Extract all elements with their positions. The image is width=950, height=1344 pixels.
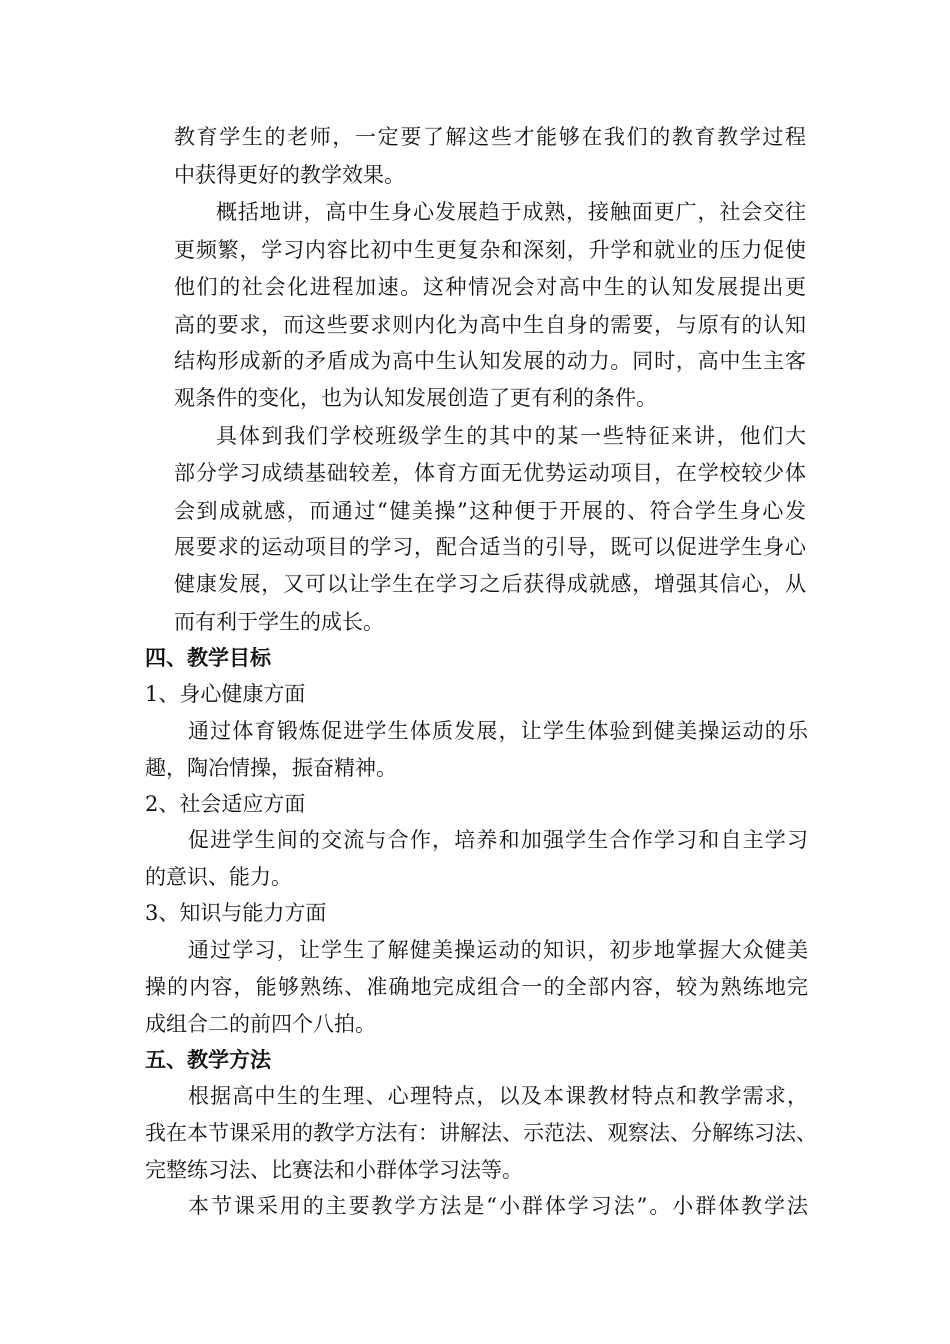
paragraph-line: 具体到我们学校班级学生的其中的某一些特征来讲，他们大 bbox=[216, 424, 806, 448]
paragraph-line: 概括地讲，高中生身心发展趋于成熟，接触面更广，社会交往 bbox=[216, 200, 806, 224]
subsection-heading: 2、社会适应方面 bbox=[145, 792, 306, 816]
paragraph-line: 展要求的运动项目的学习，配合适当的引导，既可以促进学生身心 bbox=[174, 535, 806, 559]
paragraph-line: 本节课采用的主要教学方法是“小群体学习法”。小群体教学法 bbox=[188, 1194, 808, 1218]
subsection-heading: 3、知识与能力方面 bbox=[145, 901, 327, 925]
paragraph-line: 趣，陶冶情操，振奋精神。 bbox=[145, 756, 397, 780]
paragraph-line: 根据高中生的生理、心理特点，以及本课教材特点和教学需求， bbox=[188, 1084, 808, 1108]
paragraph-line: 成组合二的前四个八拍。 bbox=[145, 1012, 376, 1036]
paragraph-line: 更频繁，学习内容比初中生更复杂和深刻，升学和就业的压力促使 bbox=[174, 238, 806, 262]
paragraph-line: 高的要求，而这些要求则内化为高中生自身的需要，与原有的认知 bbox=[174, 313, 806, 337]
paragraph-line: 他们的社会化进程加速。这种情况会对高中生的认知发展提出更 bbox=[174, 275, 806, 299]
section-heading: 五、教学方法 bbox=[145, 1048, 271, 1072]
paragraph-line: 而有利于学生的成长。 bbox=[174, 610, 384, 634]
paragraph-line: 会到成就感，而通过“健美操”这种便于开展的、符合学生身心发 bbox=[174, 499, 806, 523]
paragraph-line: 结构形成新的矛盾成为高中生认知发展的动力。同时，高中生主客 bbox=[174, 349, 806, 373]
paragraph-line: 通过体育锻炼促进学生体质发展，让学生体验到健美操运动的乐 bbox=[188, 719, 808, 743]
subsection-heading: 1、身心健康方面 bbox=[145, 682, 306, 706]
paragraph-line: 我在本节课采用的教学方法有：讲解法、示范法、观察法、分解练习法、 bbox=[145, 1121, 817, 1145]
paragraph-line: 通过学习，让学生了解健美操运动的知识，初步地掌握大众健美 bbox=[188, 938, 808, 962]
paragraph-line: 完整练习法、比赛法和小群体学习法等。 bbox=[145, 1158, 523, 1182]
paragraph-line: 健康发展，又可以让学生在学习之后获得成就感，增强其信心，从 bbox=[174, 572, 806, 596]
paragraph-line: 促进学生间的交流与合作，培养和加强学生合作学习和自主学习 bbox=[188, 828, 808, 852]
section-heading: 四、教学目标 bbox=[145, 646, 271, 670]
paragraph-line: 的意识、能力。 bbox=[145, 865, 292, 889]
paragraph-line: 教育学生的老师，一定要了解这些才能够在我们的教育教学过程 bbox=[174, 125, 806, 149]
paragraph-line: 观条件的变化，也为认知发展创造了更有利的条件。 bbox=[174, 386, 657, 410]
paragraph-line: 部分学习成绩基础较差，体育方面无优势运动项目，在学校较少体 bbox=[174, 461, 806, 485]
paragraph-line: 中获得更好的教学效果。 bbox=[174, 163, 405, 187]
paragraph-line: 操的内容，能够熟练、准确地完成组合一的全部内容，较为熟练地完 bbox=[145, 975, 808, 999]
